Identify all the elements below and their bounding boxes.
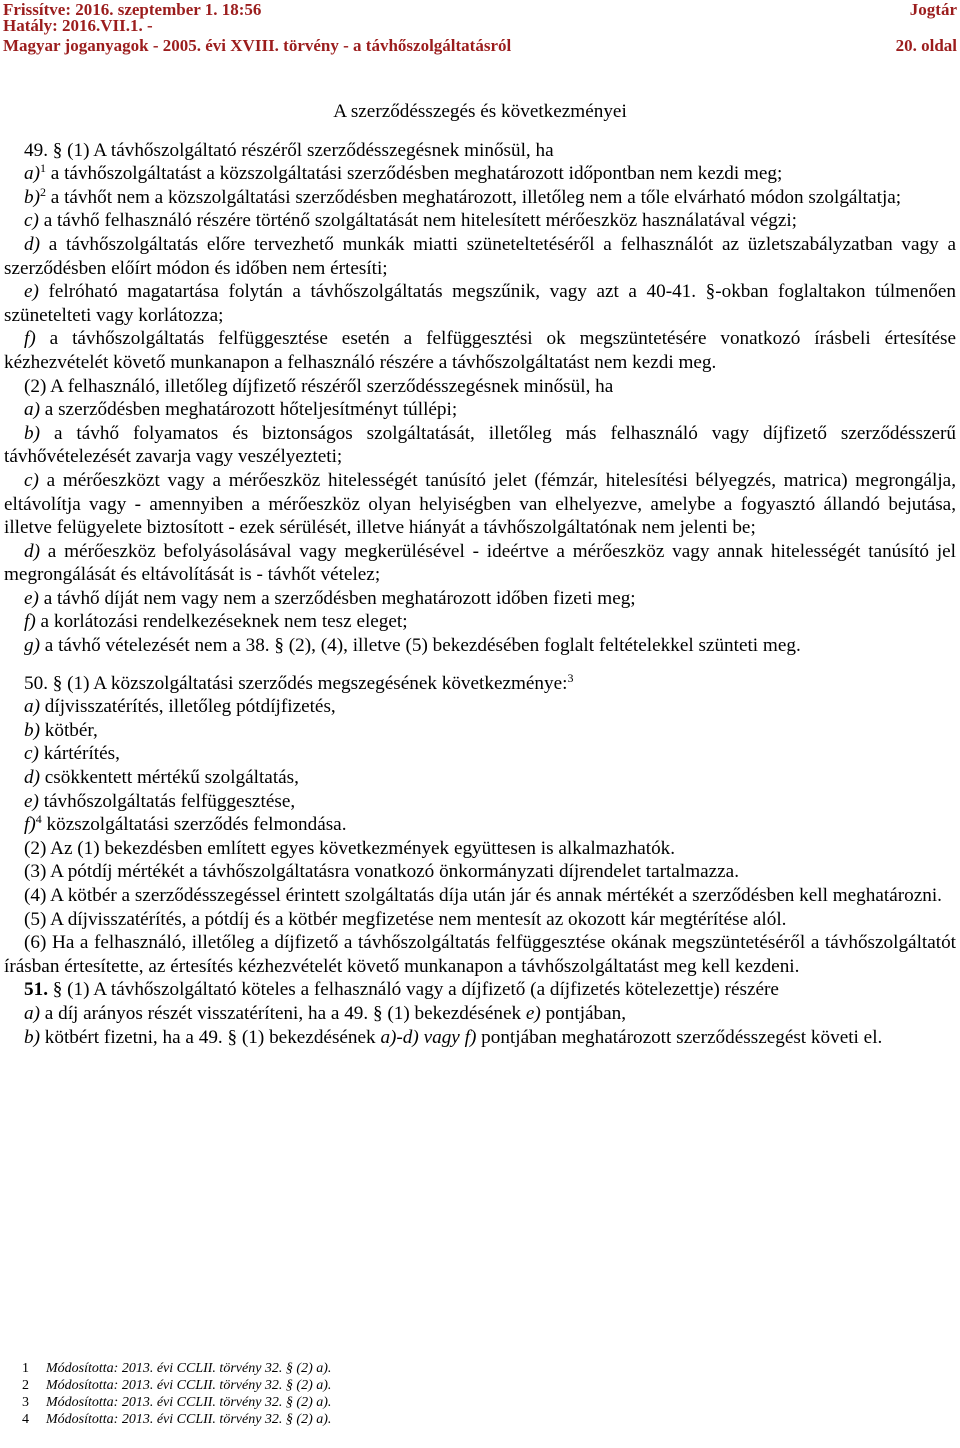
point-label: b) [24, 186, 40, 208]
s50-point-d [4, 766, 956, 790]
s49-p2: (2) A felhasználó, illetőleg díjfizető részéről szerződésszegésnek minősül, ha [24, 375, 614, 397]
s51-point-b [4, 1026, 956, 1050]
point-text: a díj arányos részét visszatéríteni, ha a 49. § (1) bekezdésének [39, 1002, 526, 1024]
section-symbol: § [52, 672, 63, 694]
footnote-text: Módosította: 2013. évi CCLII. törvény 32. § (2) a). [46, 1378, 332, 1393]
s49-number: 49. [24, 139, 48, 161]
point-label: f) [24, 611, 36, 633]
footnote-number: 2 [22, 1378, 29, 1393]
s49-point-b [4, 186, 956, 210]
s49-point-f [4, 327, 956, 374]
s50-point-e [4, 790, 956, 814]
s49-p1-text: (1) A távhőszolgáltató részéről szerződésszegésnek minősül, ha [67, 139, 554, 161]
footnote-3 [22, 1394, 331, 1411]
brand-name: Jogtár [909, 0, 957, 19]
point-text: a szerződésben meghatározott hőteljesítményt túllépi; [39, 399, 458, 421]
footnote-number: 1 [22, 1361, 29, 1376]
point-label: f) [24, 328, 36, 350]
point-text: a távhőszolgáltatás előre tervezhető munkák miatti szüneteltetéséről a felhasználót az üzletszabályzatban vagy a szerződésben előírt módon és időben nem értesíti; [4, 233, 956, 279]
header-row-3 [3, 36, 957, 56]
s51-point-a [4, 1002, 956, 1026]
point-label: c) [24, 469, 39, 491]
footnote-ref[interactable]: 4 [35, 812, 42, 827]
s49-p2-point-d [4, 540, 956, 587]
point-ref: e) [525, 1002, 541, 1024]
point-text: a távhő felhasználó részére történő szolgáltatását nem hitelesített mérőeszköz használatával végzi; [38, 210, 798, 232]
point-text: közszolgáltatási szerződés felmondása. [41, 814, 347, 836]
footnote-2 [22, 1377, 331, 1394]
section-symbol: § [52, 979, 63, 1001]
point-label: b) [24, 1026, 40, 1048]
footnote-4 [22, 1411, 331, 1428]
s49-point-d [4, 233, 956, 280]
footnote-text: Módosította: 2013. évi CCLII. törvény 32. § (2) a). [46, 1395, 332, 1410]
point-label: a) [24, 696, 40, 718]
point-text: a távhő díját nem vagy nem a szerződésben meghatározott időben fizeti meg; [38, 587, 636, 609]
footnote-number: 4 [22, 1412, 29, 1427]
point-label: b) [24, 422, 40, 444]
s49-p2-point-e [4, 587, 956, 611]
point-label: d) [24, 767, 40, 789]
s50-p5: (5) A díjvisszatérítés, a pótdíj és a kötbér megfizetése nem mentesít az okozott kár megtérítése alól. [24, 908, 787, 930]
point-text: csökkentett mértékű szolgáltatás, [39, 767, 299, 789]
point-text: a mérőeszközt vagy a mérőeszköz hitelességét tanúsító jelet (fémzár, hitelesítési bélyegzés, matrica) megrongálja, eltávolítja vagy - amennyiben a mérőeszköz olyan helyiségben van elhelyezve, amelybe a fogyasztó állandó bejutása, illetve felügyelete biztosított - ezek sérülését, illetve hiányát a távhőszolgáltatónak nem jelenti be; [4, 469, 956, 539]
point-label: e) [24, 281, 39, 303]
s50-p1-text: (1) A közszolgáltatási szerződés megszegésének következménye: [67, 672, 568, 694]
point-label: a) [24, 163, 40, 185]
point-text: kötbér, [39, 719, 98, 741]
s51-number: 51. [24, 979, 48, 1001]
updated-date: Frissítve: 2016. szeptember 1. 18:56 [3, 0, 262, 19]
s50-p4: (4) A kötbér a szerződésszegéssel érintett szolgáltatás díja után jár és annak mértékét a szerződésben kell meghatározni. [24, 885, 942, 906]
s50-p6: (6) Ha a felhasználó, illetőleg a díjfizető a távhőszolgáltatás felfüggesztése okának megszüntetéséről a távhőszolgáltatót írásban értesítette, az értesítés kézhezvételét követő munkanapon a távhőszolgáltatást meg kell kezdeni. [4, 932, 956, 977]
s49-point-a [4, 162, 956, 186]
s51-p1-text: (1) A távhőszolgáltató köteles a felhasználó vagy a díjfizető (a díjfizetés kötelezettje) részére [67, 979, 779, 1001]
footnote-text: Módosította: 2013. évi CCLII. törvény 32. § (2) a). [46, 1361, 332, 1376]
s50-p1 [4, 672, 956, 696]
s50-point-f [4, 813, 956, 837]
s50-point-b [4, 719, 956, 743]
point-text: kártérítés, [38, 743, 120, 765]
page-number: 20. oldal [895, 36, 957, 55]
s49-p1 [4, 139, 956, 163]
point-label: g) [24, 635, 40, 657]
s49-p2-point-b [4, 422, 956, 469]
source-title: Magyar joganyagok - 2005. évi XVIII. törvény - a távhőszolgáltatásról [3, 36, 512, 55]
point-text: a korlátozási rendelkezéseknek nem tesz eleget; [35, 611, 408, 633]
s51-p1 [4, 978, 956, 1002]
s50-p3: (3) A pótdíj mértékét a távhőszolgáltatásra vonatkozó önkormányzati díjrendelet tartalmazza. [24, 861, 739, 883]
s50-point-a [4, 695, 956, 719]
point-label: b) [24, 719, 40, 741]
point-text: kötbért fizetni, ha a 49. § (1) bekezdésének [39, 1026, 381, 1048]
s49-point-c [4, 209, 956, 233]
point-text: a távhőszolgáltatás felfüggesztése esetén a felfüggesztési ok megszüntetésére vonatkozó írásbeli értesítése kézhezvételét követő munkanapon a felhasználó részére a távhőszolgáltatást nem kezdi meg. [4, 328, 956, 373]
s49-p2-point-a [4, 398, 956, 422]
s49-p2-point-g [4, 634, 956, 658]
document-body [4, 100, 956, 1049]
section-symbol: § [52, 139, 63, 161]
point-text: felróható magatartása folytán a távhőszolgáltatás megszűnik, vagy azt a 40-41. §-okban foglaltakon túlmenően szünetelteti vagy korlátozza; [4, 281, 956, 326]
point-text: pontjában, [540, 1002, 627, 1024]
point-label: e) [24, 587, 39, 609]
point-label: c) [24, 743, 39, 765]
point-text: a távhő folyamatos és biztonságos szolgáltatását, illetőleg más felhasználó vagy díjfizető szerződésszerű távhővételezését zavarja vagy veszélyezteti; [4, 422, 956, 468]
header-row-2 [3, 16, 957, 36]
point-text: a távhőt nem a közszolgáltatási szerződésben meghatározott, illetőleg nem a tőle elvárható módon szolgáltatja; [45, 186, 902, 208]
s49-p2-point-c [4, 469, 956, 540]
point-text: a távhő vételezését nem a 38. § (2), (4), illetve (5) bekezdésében foglalt feltételekkel szünteti meg. [39, 635, 801, 657]
footnote-ref[interactable]: 3 [567, 670, 574, 685]
footnote-number: 3 [22, 1395, 29, 1410]
point-text: a távhőszolgáltatást a közszolgáltatási szerződésben meghatározott időpontban nem kezdi meg; [45, 163, 783, 185]
footnote-text: Módosította: 2013. évi CCLII. törvény 32. § (2) a). [46, 1412, 332, 1427]
footnote-ref[interactable]: 2 [39, 184, 46, 199]
footnotes [22, 1360, 331, 1428]
point-label: a) [24, 399, 40, 421]
s50-point-c [4, 742, 956, 766]
s49-point-e [4, 280, 956, 327]
section-title: A szerződésszegés és következményei [333, 101, 627, 122]
s50-p2: (2) Az (1) bekezdésben említett egyes következmények együttesen is alkalmazhatók. [24, 837, 676, 859]
point-text: díjvisszatérítés, illetőleg pótdíjfizetés, [39, 696, 336, 718]
point-ref: a)-d) vagy f) [380, 1026, 477, 1048]
footnote-ref[interactable]: 1 [39, 161, 46, 176]
point-label: e) [24, 790, 39, 812]
point-label: a) [24, 1002, 40, 1024]
s49-p2-point-f [4, 610, 956, 634]
footnote-1 [22, 1360, 331, 1377]
point-text: távhőszolgáltatás felfüggesztése, [38, 790, 296, 812]
point-label: f) [24, 814, 36, 836]
point-text: pontjában meghatározott szerződésszegést követi el. [476, 1026, 883, 1048]
point-text: a mérőeszköz befolyásolásával vagy megkerülésével - ideértve a mérőeszköz vagy annak hitelességét tanúsító jel megrongálását és eltávolítását is - távhőt vételez; [4, 540, 956, 586]
s50-number: 50. [24, 672, 48, 694]
point-label: d) [24, 233, 40, 255]
point-label: c) [24, 210, 39, 232]
point-label: d) [24, 540, 40, 562]
effective-date: Hatály: 2016.VII.1. - [3, 16, 153, 35]
